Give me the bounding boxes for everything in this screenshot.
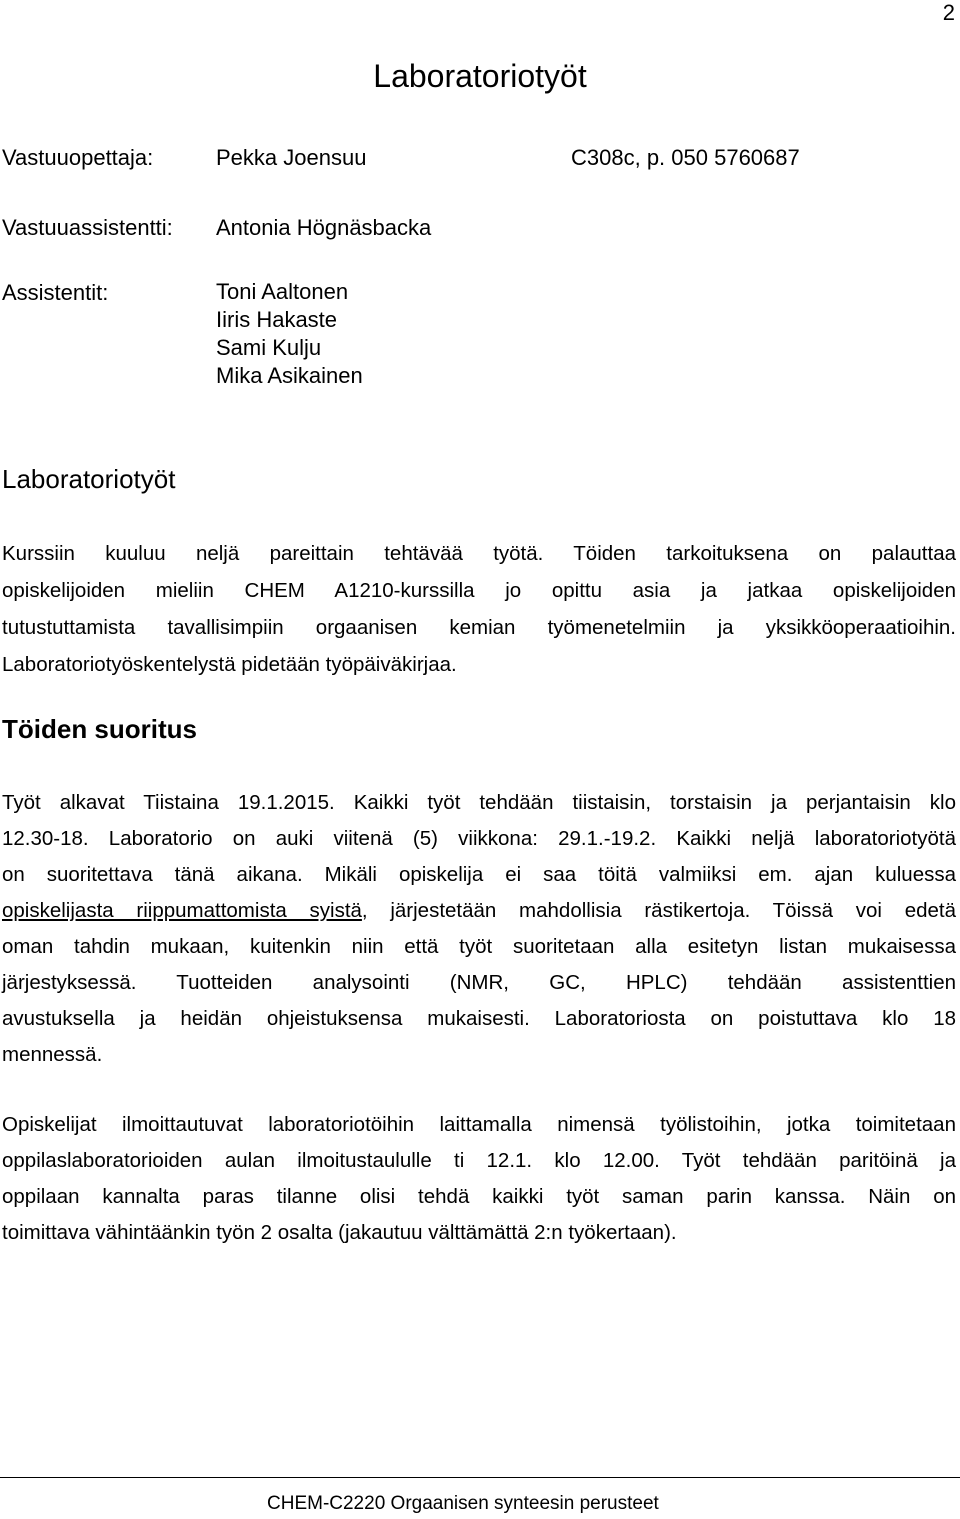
paragraph-line: toimittava vähintäänkin työn 2 osalta (jakautuu välttämättä 2:n työkertaan). xyxy=(2,1221,677,1244)
paragraph-line: opiskelijoiden mieliin CHEM A1210-kurssilla jo opittu asia ja jatkaa opiskelijoiden xyxy=(2,579,956,602)
section2-paragraph-1 xyxy=(2,785,956,1073)
footer-course-name: CHEM-C2220 Orgaanisen synteesin perusteet xyxy=(267,1493,659,1514)
paragraph-line: Laboratoriotyöskentelystä pidetään työpäiväkirjaa. xyxy=(2,653,457,676)
paragraph-line: Kurssiin kuuluu neljä pareittain tehtävää työtä. Töiden tarkoituksena on palauttaa xyxy=(2,542,956,565)
paragraph-line: oppilaan kannalta paras tilanne olisi tehdä kaikki työt saman parin kanssa. Näin on xyxy=(2,1185,956,1208)
assistant-name: Toni Aaltonen xyxy=(216,279,349,304)
assistants-label: Assistentit: xyxy=(2,280,109,305)
paragraph-line: mennessä. xyxy=(2,1043,103,1066)
section-heading-laboratory-works: Laboratoriotyöt xyxy=(2,464,176,494)
paragraph-line: on suoritettava tänä aikana. Mikäli opiskelija ei saa töitä valmiiksi em. ajan kuluessa xyxy=(2,863,956,886)
assistant-name: Iiris Hakaste xyxy=(216,307,338,332)
assistants-list xyxy=(216,278,363,390)
paragraph-line-rest: , järjestetään mahdollisia rästikertoja. Töissä voi edetä xyxy=(361,899,956,922)
footer-divider xyxy=(0,1477,960,1478)
responsible-teacher-label: Vastuuopettaja: xyxy=(2,145,154,170)
page-number: 2 xyxy=(942,0,955,25)
paragraph-line: tutustuttamista tavallisimpiin orgaanisen kemian työmenetelmiin ja yksikköoperaatioihin. xyxy=(2,616,956,639)
underlined-phrase: opiskelijasta riippumattomista syistä xyxy=(2,899,362,922)
page-title: Laboratoriotyöt xyxy=(373,58,587,94)
section-heading-execution: Töiden suoritus xyxy=(2,714,197,744)
paragraph-line: oman tahdin mukaan, kuitenkin niin että työt suoritetaan alla esitetyn listan mukaisessa xyxy=(2,935,956,958)
paragraph-line: 12.30-18. Laboratorio on auki viitenä (5) viikkona: 29.1.-19.2. Kaikki neljä laboratoriotyötä xyxy=(2,827,956,850)
paragraph-line: oppilaslaboratorioiden aulan ilmoitustaululle ti 12.1. klo 12.00. Työt tehdään paritöinä ja xyxy=(2,1149,956,1172)
responsible-assistant-name: Antonia Högnäsbacka xyxy=(216,215,432,240)
paragraph-line: Opiskelijat ilmoittautuvat laboratoriotöihin laittamalla nimensä työlistoihin, jotka toimitetaan xyxy=(2,1113,956,1136)
paragraph-line: Työt alkavat Tiistaina 19.1.2015. Kaikki työt tehdään tiistaisin, torstaisin ja perjantaisin klo xyxy=(2,791,956,814)
paragraph-line xyxy=(2,893,956,929)
section2-paragraph-2 xyxy=(2,1107,956,1251)
responsible-teacher-name: Pekka Joensuu xyxy=(216,145,367,170)
section1-paragraph xyxy=(2,535,956,683)
paragraph-line: järjestyksessä. Tuotteiden analysointi (NMR, GC, HPLC) tehdään assistenttien xyxy=(2,971,956,994)
responsible-teacher-contact: C308c, p. 050 5760687 xyxy=(571,145,800,170)
responsible-assistant-label: Vastuuassistentti: xyxy=(2,215,173,240)
assistant-name: Sami Kulju xyxy=(216,335,322,360)
paragraph-line: avustuksella ja heidän ohjeistuksensa mukaisesti. Laboratoriosta on poistuttava klo 18 xyxy=(2,1007,956,1030)
assistant-name: Mika Asikainen xyxy=(216,363,363,388)
